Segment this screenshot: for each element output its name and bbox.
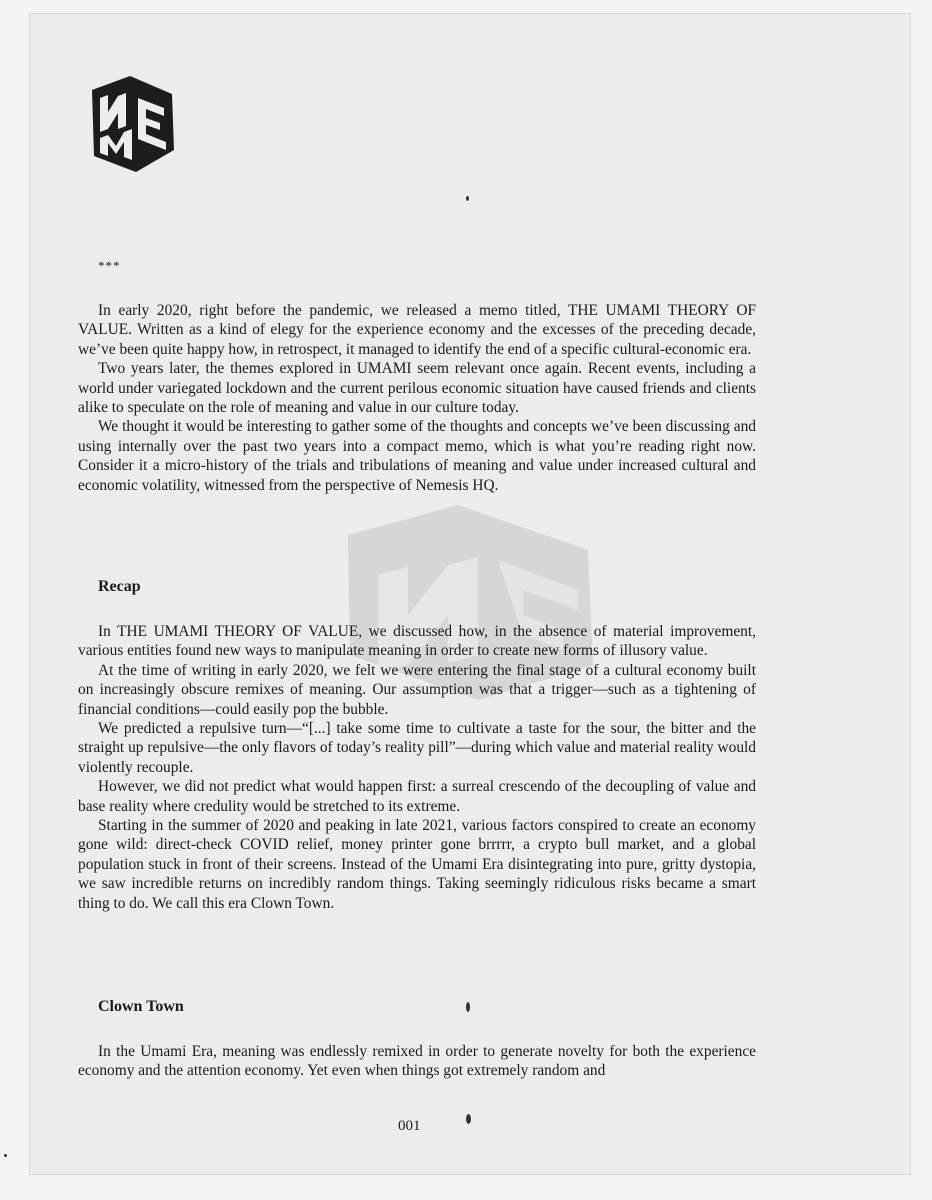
recap-section — [78, 622, 756, 913]
intro-section — [78, 301, 756, 495]
clown-town-section — [78, 1042, 756, 1081]
paragraph: In early 2020, right before the pandemic, we released a memo titled, THE UMAMI THEORY OF VALUE. Written as a kind of elegy for the experience economy and the excesses of the preceding decade, we’ve been quite happy how, in retrospect, it managed to identify the end of a specific cultural-economic era. — [78, 302, 756, 358]
paragraph: In the Umami Era, meaning was endlessly remixed in order to generate novelty for both the experience economy and the attention economy. Yet even when things got extremely random and — [78, 1043, 756, 1080]
paragraph: Two years later, the themes explored in UMAMI seem relevant once again. Recent events, including a world under variegated lockdown and the current perilous economic situation have caused friends and clients alike to speculate on the role of meaning and value in our culture today. — [78, 360, 756, 417]
section-heading-recap: Recap — [98, 578, 141, 595]
section-heading-clown-town: Clown Town — [98, 998, 184, 1015]
section-separator: *** — [98, 258, 121, 273]
ink-speck — [466, 1114, 471, 1124]
paragraph: Starting in the summer of 2020 and peaking in late 2021, various factors conspired to create an economy gone wild: direct-check COVID relief, money printer gone brrrrr, a crypto bull market, and a global population stuck in front of their screens. Instead of the Umami Era disintegrating into pure, gritty dystopia, we saw incredible returns on incredibly random things. Taking seemingly ridiculous risks became a smart thing to do. We call this era Clown Town. — [78, 817, 756, 912]
ink-speck — [466, 1002, 470, 1012]
paragraph: At the time of writing in early 2020, we felt we were entering the final stage of a cultural economy built on increasingly obscure remixes of meaning. Our assumption was that a trigger—such as a tightening of financial conditions—could easily pop the bubble. — [78, 661, 756, 718]
nemesis-logo — [88, 76, 180, 174]
paragraph: In THE UMAMI THEORY OF VALUE, we discussed how, in the absence of material improvement, various entities found new ways to manipulate meaning in order to create new forms of illusory value. — [78, 623, 756, 660]
ink-speck — [4, 1154, 7, 1157]
ink-speck — [466, 196, 469, 201]
paragraph: We predicted a repulsive turn—“[...] take some time to cultivate a taste for the sour, the bitter and the straight up repulsive—the only flavors of today’s reality pill”—during which value and material reality would violently recouple. — [78, 720, 756, 776]
page-number: 001 — [398, 1118, 421, 1134]
paragraph: We thought it would be interesting to gather some of the thoughts and concepts we’ve been discussing and using internally over the past two years into a compact memo, which is what you’re reading right now. Consider it a micro-history of the trials and tribulations of meaning and value under increased cultural and economic volatility, witnessed from the perspective of Nemesis HQ. — [78, 418, 756, 494]
paragraph: However, we did not predict what would happen first: a surreal crescendo of the decoupling of value and base reality where credulity would be stretched to its extreme. — [78, 778, 756, 815]
